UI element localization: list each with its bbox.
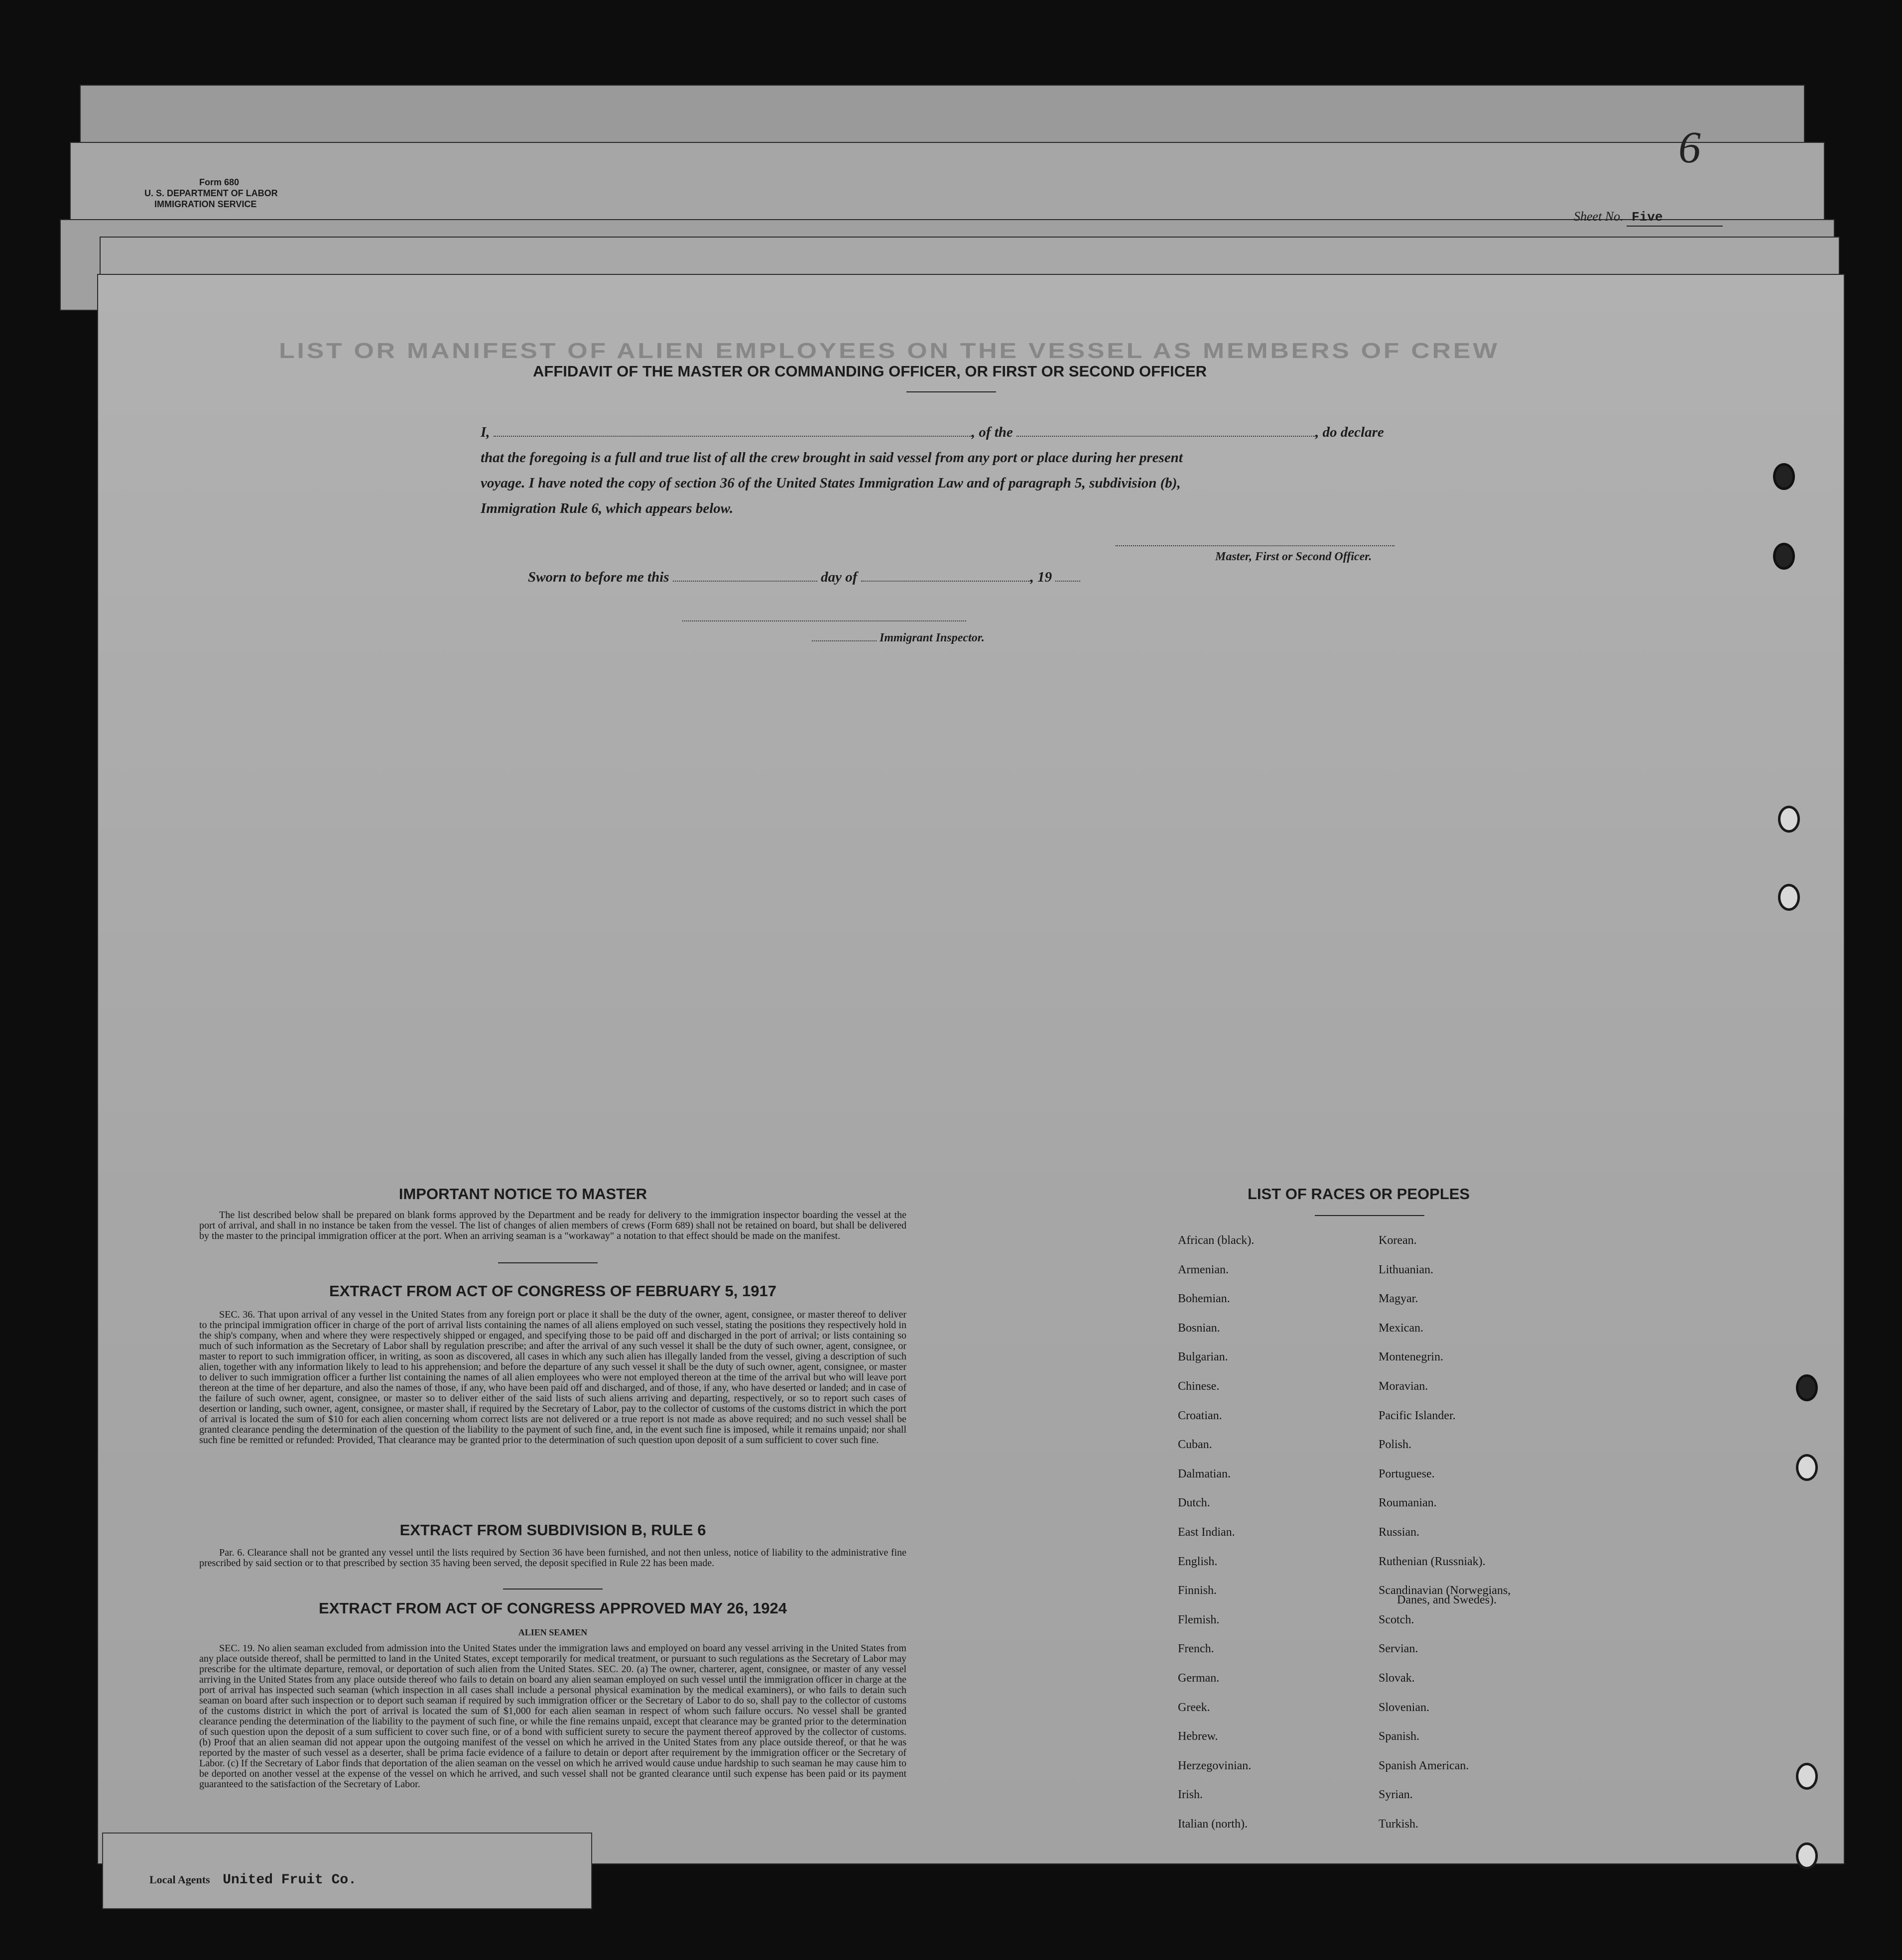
bottom-strip: [102, 1833, 592, 1909]
race-item: Dutch.: [1178, 1496, 1210, 1510]
race-item: Chinese.: [1178, 1380, 1220, 1393]
page-mark: 6: [1678, 123, 1701, 172]
race-item: Magyar.: [1379, 1292, 1418, 1306]
race-item: Irish.: [1178, 1788, 1203, 1802]
race-item: Bosnian.: [1178, 1321, 1220, 1335]
race-item: Roumanian.: [1379, 1496, 1437, 1510]
notice-title: IMPORTANT NOTICE TO MASTER: [398, 1185, 647, 1203]
notice-text: The list described below shall be prepared on blank forms approved by the Department and be ready for delivery to the immigration inspector boarding the vessel at the port of arrival, and shall in no instance be taken from the vessel. The list of changes of alien members of crews (Form 689) shall not be retained on board, but shall be delivered by the master to the principal immigration officer at the port. When an arriving seaman is a "workaway" a notation to that effect should be made on the manifest.: [199, 1210, 906, 1241]
race-item: Slovenian.: [1379, 1701, 1429, 1714]
race-item: Dalmatian.: [1178, 1467, 1231, 1480]
race-item: Turkish.: [1379, 1818, 1418, 1831]
sheet-number: Sheet No. Five: [1574, 209, 1723, 225]
extract-1917-title: EXTRACT FROM ACT OF CONGRESS OF FEBRUARY 5, 1917: [329, 1282, 776, 1300]
faint-manifest-title: LIST OR MANIFEST OF ALIEN EMPLOYEES ON THE VESSEL AS MEMBERS OF CREW: [279, 339, 1500, 363]
affidavit-line-4: Immigration Rule 6, which appears below.: [481, 500, 734, 516]
extract-1924-title: EXTRACT FROM ACT OF CONGRESS APPROVED MAY 26, 1924: [319, 1599, 787, 1617]
punch-hole: [1778, 806, 1800, 833]
local-agents: Local Agents United Fruit Co.: [149, 1872, 357, 1888]
race-item: Korean.: [1379, 1234, 1417, 1247]
punch-hole: [1778, 884, 1800, 911]
affidavit-line-1: I, , of the , do declare: [481, 424, 1384, 440]
race-item: African (black).: [1178, 1234, 1255, 1247]
race-item: Bulgarian.: [1178, 1350, 1228, 1364]
race-item: Pacific Islander.: [1379, 1409, 1456, 1422]
main-sheet: [97, 274, 1845, 1864]
extract-1924-text: SEC. 19. No alien seaman excluded from admission into the United States under the immigration laws and employed on board any vessel arriving in the United States from any place outside thereof, shall be permitted to land in the United States, except temporarily for medical treatment, or pursuant to such regulations as the Secretary of Labor may prescribe for the ultimate departure, removal, or deportation of such alien from the United States. SEC. 20. (a) The owner, charterer, agent, consignee, or master of any vessel arriving in the United States from any place outside thereof who fails to detain on board any alien seaman employed on such vessel until the immigration officer in charge at the port of arrival has inspected such seaman (which inspection in all cases shall include a personal physical examination by the medical examiners), or who fails to detain such seaman on board after such inspection or to deport such seaman if required by such immigration officer or the Secretary of Labor to do so, shall pay to the collector of customs of the customs district in which the port of arrival is located the sum of $1,000 for each alien seaman in respect of whom such failure occurs. No vessel shall be granted clearance pending the determination of the liability to the payment of such fine, or while the fine remains unpaid, except that clearance may be granted prior to the determination of such question upon the deposit of a sum sufficient to cover such fine, or of a bond with sufficient surety to secure the payment thereof approved by the collector of customs. (b) Proof that an alien seaman did not appear upon the outgoing manifest of the vessel on which he arrived in the United States from any place outside thereof, or that he was reported by the master of such vessel as a deserter, shall be prima facie evidence of a failure to detain or deport after requirement by the immigration officer or the Secretary of Labor. (c) If the Secretary of Labor finds that deportation of the alien seaman on the vessel on which he arrived would cause undue hardship to such seaman he may cause him to be deported on another vessel at the expense of the vessel on which he arrived, and such vessel shall not be granted clearance until such expense has been paid or its payment guaranteed to the satisfaction of the Secretary of Labor.: [199, 1643, 906, 1790]
punch-hole: [1796, 1763, 1818, 1790]
sheet-number-value: Five: [1627, 210, 1722, 227]
signature-line: [1116, 545, 1395, 546]
divider: [906, 391, 996, 392]
race-item: Finnish.: [1178, 1584, 1217, 1597]
divider: [503, 1589, 603, 1590]
race-item: Croatian.: [1178, 1409, 1222, 1422]
divider: [498, 1262, 598, 1263]
race-item: Hebrew.: [1178, 1730, 1218, 1743]
race-item: Spanish American.: [1379, 1759, 1469, 1772]
races-title: LIST OF RACES OR PEOPLES: [1248, 1185, 1470, 1203]
race-item: German.: [1178, 1672, 1220, 1685]
race-item: Italian (north).: [1178, 1818, 1248, 1831]
punch-hole: [1773, 543, 1795, 570]
race-item: Scandinavian (Norwegians,: [1379, 1584, 1511, 1597]
race-item: Flemish.: [1178, 1613, 1220, 1626]
master-signature-label: Master, First or Second Officer.: [1215, 550, 1372, 563]
race-item: Cuban.: [1178, 1438, 1212, 1452]
race-item: Portuguese.: [1379, 1467, 1435, 1480]
extract-rule6-title: EXTRACT FROM SUBDIVISION B, RULE 6: [399, 1521, 706, 1539]
punch-hole: [1796, 1374, 1818, 1401]
race-item: Slovak.: [1379, 1672, 1415, 1685]
signature-line: [682, 620, 966, 621]
race-item: Bohemian.: [1178, 1292, 1230, 1306]
race-item: Greek.: [1178, 1701, 1210, 1714]
race-item: English.: [1178, 1555, 1218, 1568]
punch-hole: [1796, 1454, 1818, 1481]
race-item: Lithuanian.: [1379, 1263, 1433, 1276]
affidavit-line-2: that the foregoing is a full and true list of all the crew brought in said vessel from any port or place during her present: [481, 450, 1183, 466]
affidavit-line-3: voyage. I have noted the copy of section 36 of the United States Immigration Law and of paragraph 5, subdivision (b),: [481, 475, 1181, 491]
race-item: Moravian.: [1379, 1380, 1428, 1393]
inspector-signature-label: Immigrant Inspector.: [812, 631, 985, 645]
punch-hole: [1773, 463, 1795, 490]
race-item: Armenian.: [1178, 1263, 1229, 1276]
race-item-continuation: Danes, and Swedes).: [1397, 1593, 1497, 1606]
race-item: Servian.: [1379, 1642, 1418, 1656]
race-item: Spanish.: [1379, 1730, 1420, 1743]
extract-rule6-text: Par. 6. Clearance shall not be granted any vessel until the lists required by Section 36 have been furnished, and not then unless, notice of liability to the administrative fine prescribed by said section or to that prescribed by section 35 having been served, the deposit specified in Rule 22 has been made.: [199, 1547, 906, 1569]
sworn-line: Sworn to before me this day of , 19: [528, 569, 1080, 586]
extract-1917-text: SEC. 36. That upon arrival of any vessel in the United States from any foreign port or place it shall be the duty of the owner, agent, consignee, or master thereof to deliver to the principal immigration officer in charge of the port of arrival lists containing the names of all aliens employed on such vessel, stating the positions they respectively hold in the ship's company, when and where they were respectively shipped or engaged, and specifying those to be paid off and discharged in the port of arrival; or lists containing so much of such information as the Secretary of Labor shall by regulation prescribe; and after the arrival of any such vessel it shall be the duty of such owner, agent, consignee, or master to report to such immigration officer, in writing, as soon as discovered, all cases in which any such alien has illegally landed from the vessel, giving a description of such alien, together with any information likely to lead to his apprehension; and before the departure of any such vessel it shall be the duty of such owner, agent, consignee, or master to deliver to such immigration officer a further list containing the names of all alien employees who were not employed thereon at the time of the arrival but who will leave port thereon at the time of her departure, and also the names of those, if any, who have been paid off and discharged, and of those, if any, who have deserted or landed; and in case of the failure of such owner, agent, consignee, or master so to deliver either of the said lists of such aliens arriving and departing, respectively, or so to report such cases of desertion or landing, such owner, agent, consignee, or master shall, if required by the Secretary of Labor, pay to the collector of customs of the customs district in which the port of arrival is located the sum of $10 for each alien concerning whom correct lists are not delivered or a true report is not made as above required; and no such vessel shall be granted clearance pending the determination of the question of the liability to the payment of such fine, and, in the event such fine is imposed, while it remains unpaid; nor shall such fine be remitted or refunded: Provided, That clearance may be granted prior to the determination of such question upon deposit of a sum sufficient to cover such fine.: [199, 1309, 906, 1446]
race-item: East Indian.: [1178, 1526, 1235, 1539]
race-item: Herzegovinian.: [1178, 1759, 1252, 1772]
race-item: Syrian.: [1379, 1788, 1413, 1802]
punch-hole: [1796, 1842, 1818, 1869]
form-header-back: Form 680 U. S. DEPARTMENT OF LABOR IMMIGRATION SERVICE: [144, 177, 278, 209]
race-item: Russian.: [1379, 1526, 1420, 1539]
divider: [1315, 1215, 1424, 1216]
affidavit-title: AFFIDAVIT OF THE MASTER OR COMMANDING OFFICER, OR FIRST OR SECOND OFFICER: [533, 363, 1207, 380]
race-item: French.: [1178, 1642, 1214, 1656]
race-item: Mexican.: [1379, 1321, 1423, 1335]
race-item: Polish.: [1379, 1438, 1412, 1452]
race-item: Montenegrin.: [1379, 1350, 1443, 1364]
race-item: Scotch.: [1379, 1613, 1414, 1626]
alien-seamen-subtitle: ALIEN SEAMEN: [518, 1627, 588, 1637]
race-item: Ruthenian (Russniak).: [1379, 1555, 1486, 1568]
local-agents-value: United Fruit Co.: [223, 1872, 357, 1888]
